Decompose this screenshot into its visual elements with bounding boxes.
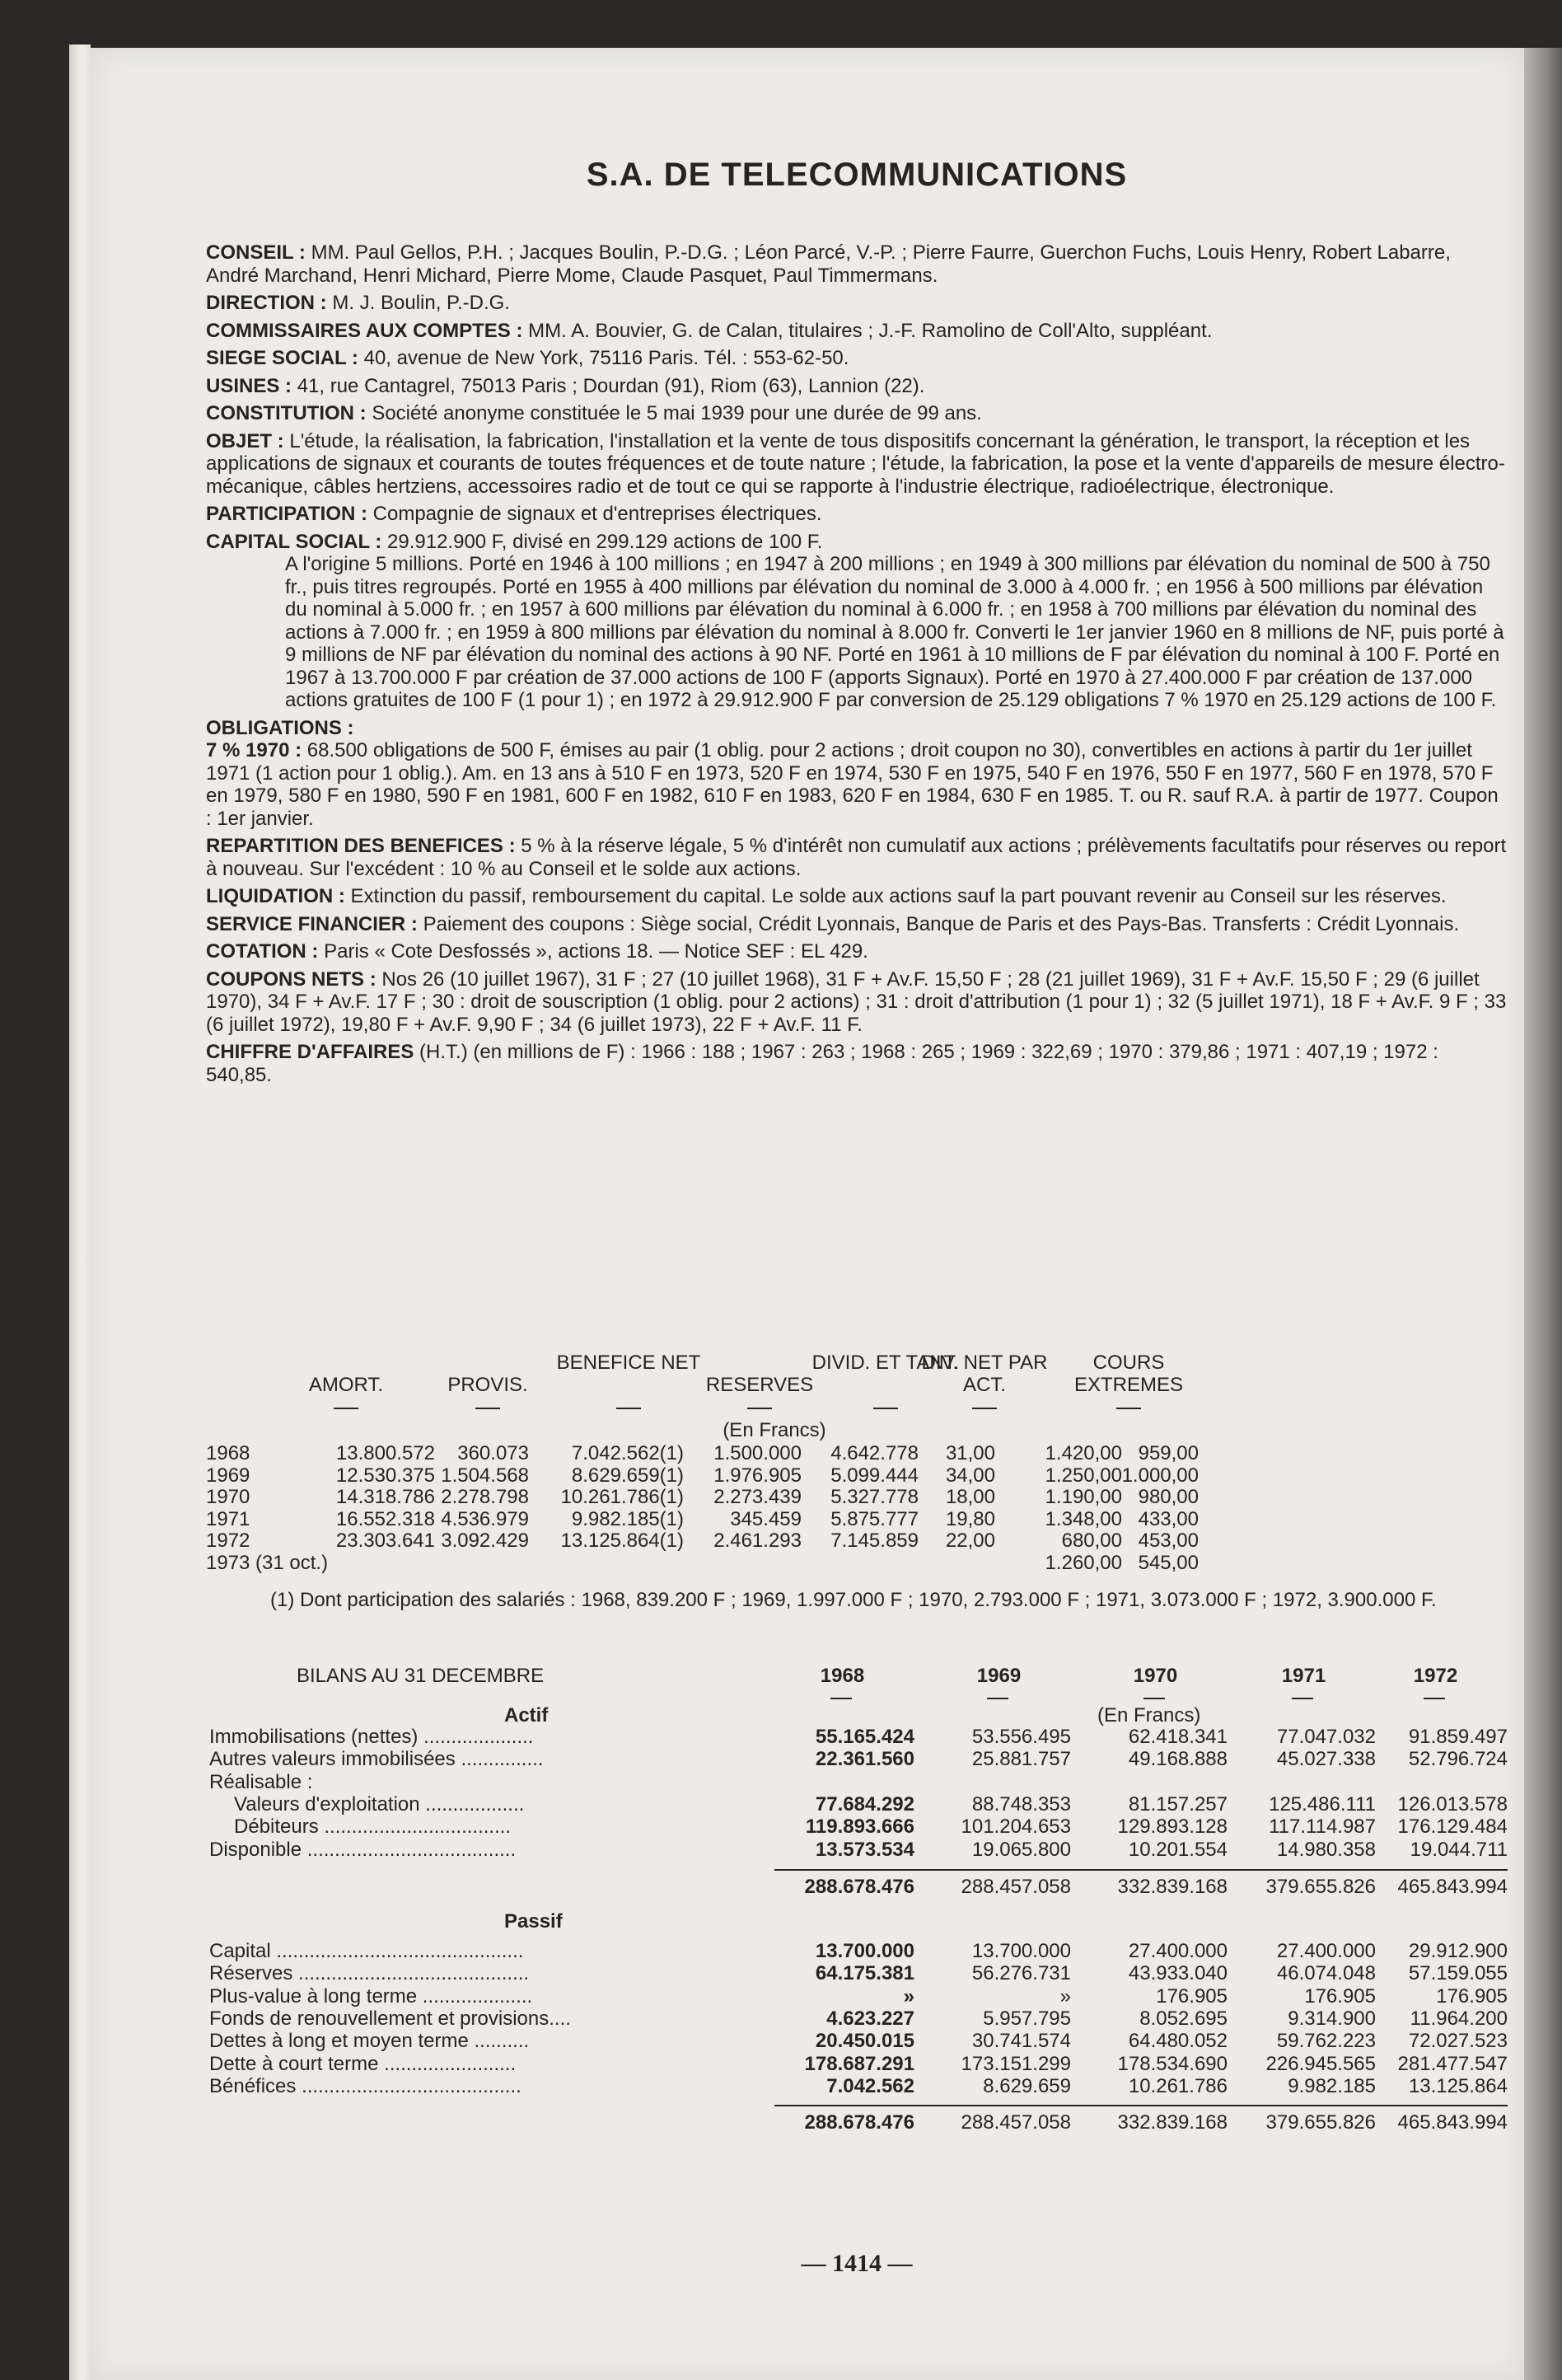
entry-text: (H.T.) (en millions de F) : 1966 : 188 ; 1967 : 263 ; 1968 : 265 ; 1969 : 322,69 ; 1970 : 379,86 ; 1971 : 407,19 ; 1972 : 540,85. [206,1041,1438,1086]
entries-entry [206,375,1508,398]
header-dash [972,1408,997,1409]
balance-value: 20.450.015 [815,2030,914,2053]
balance-year: 1968 [820,1665,865,1687]
balance-passif-label: Bénéfices ........................................ [209,2074,521,2097]
entry-text: M. J. Boulin, P.-D.G. [332,292,510,314]
results-cell: 433,00 [1138,1507,1199,1530]
balance-value: 176.129.484 [1397,1815,1508,1839]
results-cell: 2.273.439 [713,1486,802,1508]
results-cell: 2.278.798 [441,1486,529,1508]
balance-value: 7.042.562 [826,2074,914,2097]
entry-label: CHIFFRE D'AFFAIRES [206,1041,414,1063]
results-cell: 5.875.777 [830,1507,919,1530]
balance-value: 119.893.666 [805,1815,914,1839]
balance-value: 126.013.578 [1397,1792,1508,1815]
results-cell: 9.982.185(1) [571,1507,684,1530]
company-title: S.A. DE TELECOMMUNICATIONS [586,157,1128,193]
balance-value: 176.905 [1304,1984,1376,2008]
page-edge [1524,48,1562,2380]
balance-value: 62.418.341 [1128,1726,1228,1748]
passif-total: 288.457.058 [961,2111,1071,2134]
entry-text: 41, rue Cantagrel, 75013 Paris ; Dourdan (91), Riom (63), Lannion (22). [297,374,925,397]
results-header: COURS EXTREMES [1073,1352,1184,1396]
entry-label: OBJET : [206,429,284,452]
entry-label: SIEGE SOCIAL : [206,347,358,369]
results-cell: 8.629.659(1) [571,1464,684,1487]
results-cell: 1.420,00 [1045,1442,1122,1464]
balance-passif-label: Dette à court terme ........................ [209,2052,517,2075]
results-year: 1968 [206,1442,250,1464]
balance-value: 226.945.565 [1265,2052,1376,2075]
page-number: — 1414 — [801,2250,913,2277]
results-cell: 16.552.318 [335,1507,435,1530]
balance-value: 13.573.534 [815,1838,914,1861]
results-cell: 2.461.293 [713,1530,802,1552]
balance-value: 173.151.299 [961,2052,1071,2075]
balance-value: 176.905 [1436,1984,1508,2008]
entry-label: LIQUIDATION : [206,885,345,907]
results-row [206,1552,1508,1574]
results-row [206,1442,1508,1464]
header-dash [475,1408,500,1409]
balance-value: 178.687.291 [804,2052,914,2075]
balance-value: 117.114.987 [1269,1815,1376,1839]
header-dash [334,1408,358,1409]
balance-value: 57.159.055 [1408,1962,1508,1985]
balance-passif-label: Dettes à long et moyen terme .......... [209,2030,530,2053]
results-cell: 7.145.859 [830,1530,919,1552]
passif-total: 332.839.168 [1117,2111,1228,2134]
entries2-entry [206,940,1508,963]
balance-value: 22.361.560 [815,1748,914,1771]
results-table [206,1352,1508,1607]
results-cell: 31,00 [945,1442,995,1464]
results-year: 1972 [206,1530,250,1552]
results-row [206,1530,1508,1552]
passif-total: 465.843.994 [1397,2111,1508,2134]
entries2-entry [206,835,1508,880]
year-dash [1143,1698,1165,1699]
balance-value: 10.261.786 [1128,2074,1228,2097]
results-year: 1969 [206,1464,250,1487]
results-cell: 1.260,00 [1045,1551,1122,1574]
balance-value: 49.168.888 [1128,1748,1228,1771]
results-cell: 1.000,00 [1121,1464,1199,1487]
balance-value: 5.957.795 [983,2007,1071,2030]
passif-label: Passif [504,1910,563,1933]
results-cell: 4.642.778 [830,1442,919,1464]
balance-value: 19.044.711 [1410,1838,1508,1861]
balance-value: 81.157.257 [1128,1792,1228,1815]
results-cell: 4.536.979 [441,1507,529,1530]
results-cell: 980,00 [1138,1486,1199,1508]
entries-entry [206,503,1508,526]
entry-text: Paiement des coupons : Siège social, Crédit Lyonnais, Banque de Paris et des Pays-Bas. Transferts : Crédit Lyonnais. [423,912,1460,935]
balance-value: 64.480.052 [1128,2030,1228,2053]
balance-actif-label: Valeurs d'exploitation .................. [234,1792,525,1815]
actif-total: 465.843.994 [1397,1876,1508,1898]
results-header: RESERVES [705,1374,814,1396]
entries-top [206,241,1508,712]
entry-text: Société anonyme constituée le 5 mai 1939 pour une durée de 99 ans. [372,402,982,424]
entries-entry [206,347,1508,370]
balance-title: BILANS AU 31 DECEMBRE [297,1665,545,1687]
results-unit: (En Francs) [723,1419,826,1441]
results-header: AMORT. [308,1374,384,1396]
balance-passif-label: Fonds de renouvellement et provisions.... [209,2007,571,2030]
results-cell: 13.800.572 [335,1442,435,1464]
obligations-label: OBLIGATIONS : [206,716,354,739]
results-row [206,1486,1508,1508]
balance-value: 19.065.800 [971,1838,1071,1861]
obligations-sub: 7 % 1970 : [206,739,302,761]
balance-value: » [903,1984,914,2008]
results-cell: 1.250,00 [1045,1464,1122,1487]
entry-text: Extinction du passif, remboursement du capital. Le solde aux actions sauf la part pouvant revenir au Conseil sur les réserves. [350,885,1447,907]
results-cell: 19,80 [945,1507,995,1530]
obligations-entry [206,717,1508,831]
entries-entry [206,402,1508,425]
balance-value: 91.859.497 [1408,1726,1508,1748]
balance-value: 56.276.731 [971,1962,1071,1985]
balance-value: 46.074.048 [1276,1962,1376,1985]
balance-year: 1969 [976,1665,1022,1687]
entry-text: L'étude, la réalisation, la fabrication, l'installation et la vente de tous dispositifs concernant la génération, le transport, la réception et les applications de signaux et courants de toutes fréquences et de toute nature ; l'étude, la fabrication, la pose et la vente d'appareils de mesure électro-mécanique, câbles hertziens, accessoires radio et de tout ce qui se rapporte à l'industrie électrique, radioélectrique, électronique. [206,429,1505,498]
year-dash [1424,1698,1445,1699]
balance-year: 1971 [1281,1665,1326,1687]
balance-value: 55.165.424 [815,1726,914,1748]
balance-value: 101.204.653 [961,1815,1071,1839]
entry-text: Nos 26 (10 juillet 1967), 31 F ; 27 (10 juillet 1968), 31 F + Av.F. 15,50 F ; 28 (21 juillet 1969), 31 F + Av.F. 15,50 F ; 29 (6 juillet 1970), 34 F + Av.F. 17 F ; 30 : droit de souscription (1 oblig. pour 2 actions) ; 31 : droit d'attribution (1 pour 1) ; 32 (5 juillet 1971), 18 F + Av.F. 9 F ; 33 (6 juillet 1972), 19,80 F + Av.F. 9,90 F ; 34 (6 juillet 1973), 22 F + Av.F. 11 F. [206,967,1507,1036]
balance-value: 9.982.185 [1288,2074,1376,2097]
balance-value: 72.027.523 [1408,2030,1508,2053]
balance-value: 11.964.200 [1410,2007,1508,2030]
results-cell: 34,00 [945,1464,995,1487]
balance-value: 77.047.032 [1276,1726,1376,1748]
balance-value: 27.400.000 [1276,1940,1376,1962]
results-cell: 23.303.641 [335,1530,435,1552]
results-year: 1971 [206,1507,250,1530]
book-spine [69,45,91,2380]
results-header: BENEFICE NET [556,1352,701,1374]
results-cell: 360.073 [457,1442,529,1464]
entries2-entry [206,913,1508,936]
year-dash [830,1698,852,1699]
results-year: 1970 [206,1486,250,1508]
entry-label: DIRECTION : [206,292,327,314]
balance-value: 129.893.128 [1117,1815,1228,1839]
actif-total: 288.457.058 [961,1876,1071,1898]
entry-extra: A l'origine 5 millions. Porté en 1946 à 100 millions ; en 1947 à 200 millions ; en 1949 à 300 millions par élévation du nominal de 500 à 750 fr., puis titres regroupés. Porté en 1955 à 400 millions par élévation du nominal de 3.000 à 4.000 fr. ; en 1956 à 500 millions par élévation du nominal à 5.000 fr. ; en 1957 à 600 millions par élévation du nominal à 6.000 fr. ; en 1958 à 700 millions par élévation du nominal des actions à 7.000 fr. ; en 1959 à 800 millions par élévation du nominal à 8.000 fr. Converti le 1er janvier 1960 en 8 millions de NF, puis porté à 9 millions de NF par élévation du nominal des actions à 90 NF. Porté en 1961 à 10 millions de F par élévation du nominal à 100 F. Porté en 1967 à 13.700.000 F par création de 37.000 actions de 100 F (apports Signaux). Porté en 1970 à 27.400.000 F par création de 137.000 actions gratuites de 100 F (1 pour 1) ; en 1972 à 29.912.900 F par conversion de 25.129 obligations 7 % 1970 en 25.129 actions de 100 F. [285,553,1504,711]
balance-value: 4.623.227 [826,2007,914,2030]
actif-label: Actif [504,1704,549,1726]
balance-value: 59.762.223 [1276,2030,1376,2053]
balance-actif-label: Immobilisations (nettes) .................... [209,1726,534,1748]
entry-text: 5 % à la réserve légale, 5 % d'intérêt non cumulatif aux actions ; prélèvements facultatifs pour réserves ou report à nouveau. Sur l'excédent : 10 % au Conseil et le solde aux actions. [206,835,1507,880]
balance-value: 13.700.000 [971,1940,1071,1962]
actif-total-rule [774,1869,1508,1871]
entry-text: 40, avenue de New York, 75116 Paris. Tél. : 553-62-50. [363,347,849,369]
balance-value: 178.534.690 [1117,2052,1228,2075]
balance-value: 176.905 [1156,1984,1228,2008]
entries2-entry [206,968,1508,1037]
entry-label: CONSEIL : [206,241,306,264]
results-cell: 1.500.000 [713,1442,802,1464]
results-cell: 5.327.778 [830,1486,919,1508]
actif-total: 379.655.826 [1265,1876,1376,1898]
balance-value: 14.980.358 [1276,1838,1376,1861]
results-cell: 1.976.905 [713,1464,802,1487]
balance-value: 8.629.659 [983,2074,1071,2097]
balance-unit: (En Francs) [1097,1704,1201,1726]
entries-bottom [206,835,1508,1086]
balance-sheet [206,1665,1508,2307]
balance-value: 30.741.574 [971,2030,1071,2053]
entry-label: REPARTITION DES BENEFICES : [206,835,516,857]
results-footnote: (1) Dont participation des salariés : 1968, 839.200 F ; 1969, 1.997.000 F ; 1970, 2.793.000 F ; 1971, 3.073.000 F ; 1972, 3.900.000 F. [270,1589,1437,1611]
actif-total: 332.839.168 [1117,1876,1228,1898]
entry-text: Compagnie de signaux et d'entreprises électriques. [372,503,822,525]
results-header: PROVIS. [447,1374,528,1396]
balance-value: 281.477.547 [1397,2052,1508,2075]
page-content [206,157,1508,2277]
entry-label: COMMISSAIRES AUX COMPTES : [206,319,523,342]
results-cell: 345.459 [730,1507,802,1530]
results-cell: 1.348,00 [1045,1507,1122,1530]
results-cell: 14.318.786 [335,1486,435,1508]
entries-entry [206,430,1508,499]
results-cell: 959,00 [1138,1442,1199,1464]
header-dash [1116,1408,1141,1409]
header-dash [873,1408,898,1409]
header-dash [747,1408,772,1409]
entry-label: CAPITAL SOCIAL : [206,530,382,553]
balance-value: 88.748.353 [971,1792,1071,1815]
results-cell: 3.092.429 [441,1530,529,1552]
actif-total: 288.678.476 [804,1876,914,1898]
results-cell: 453,00 [1138,1530,1199,1552]
balance-value: 13.700.000 [815,1940,914,1962]
balance-value: 8.052.695 [1139,2007,1228,2030]
entries-entry [206,292,1508,315]
balance-value: 25.881.757 [971,1748,1071,1771]
results-row [206,1464,1508,1487]
entry-text: MM. Paul Gellos, P.H. ; Jacques Boulin, P.-D.G. ; Léon Parcé, V.-P. ; Pierre Faurre, Guerchon Fuchs, Louis Henry, Robert Labarre, André Marchand, Henri Michard, Pierre Mome, Claude Pasquet, Paul Timmermans. [206,241,1451,287]
header-dash [616,1408,641,1409]
balance-passif-label: Capital ............................................. [209,1940,524,1962]
entries2-entry [206,885,1508,908]
balance-value: 9.314.900 [1288,2007,1376,2030]
results-cell: 1.190,00 [1045,1486,1122,1508]
entries-entry [206,241,1508,287]
balance-value: 29.912.900 [1408,1940,1508,1962]
results-cell: 22,00 [945,1530,995,1552]
year-dash [1292,1698,1313,1699]
balance-value: 125.486.111 [1269,1792,1376,1815]
passif-total: 379.655.826 [1265,2111,1376,2134]
results-cell: 545,00 [1138,1551,1199,1574]
results-cell: 1.504.568 [441,1464,529,1487]
balance-value: 52.796.724 [1408,1748,1508,1771]
results-cell: 10.261.786(1) [560,1486,684,1508]
balance-actif-label: Disponible ...................................... [209,1838,517,1861]
entry-text: 29.912.900 F, divisé en 299.129 actions de 100 F. [387,530,823,553]
entry-label: USINES : [206,374,292,397]
results-cell: 7.042.562(1) [571,1442,684,1464]
results-header: DIV. NET PAR ACT. [921,1352,1048,1396]
entry-label: COUPONS NETS : [206,967,376,991]
entries-entry [206,531,1508,712]
balance-value: 43.933.040 [1128,1962,1228,1985]
year-dash [987,1698,1008,1699]
entry-text: MM. A. Bouvier, G. de Calan, titulaires ; J.-F. Ramolino de Coll'Alto, suppléant. [528,319,1213,342]
entry-label: CONSTITUTION : [206,402,367,424]
balance-passif-label: Plus-value à long terme .................... [209,1984,533,2008]
obligations-text: 68.500 obligations de 500 F, émises au pair (1 oblig. pour 2 actions ; droit coupon no 30), convertibles en actions à partir du 1er juillet 1971 (1 action pour 1 oblig.). Am. en 13 ans à 510 F en 1973, 520 F en 1974, 530 F en 1975, 540 F en 1976, 550 F en 1977, 560 F en 1978, 570 F en 1979, 580 F en 1980, 590 F en 1981, 600 F en 1982, 610 F en 1983, 620 F en 1984, 630 F en 1985. T. ou R. sauf R.A. à partir de 1977. Coupon : 1er janvier. [206,739,1499,830]
balance-value: » [1059,1984,1071,2008]
balance-value: 64.175.381 [815,1962,914,1985]
passif-total: 288.678.476 [804,2111,914,2134]
balance-value: 45.027.338 [1276,1748,1376,1771]
passif-total-rule [774,2105,1508,2106]
balance-year: 1972 [1413,1665,1458,1687]
results-year: 1973 (31 oct.) [206,1551,329,1574]
entry-text: Paris « Cote Desfossés », actions 18. — Notice SEF : EL 429. [324,940,868,963]
balance-value: 13.125.864 [1408,2074,1508,2097]
entries-entry [206,320,1508,343]
results-cell: 12.530.375 [335,1464,435,1487]
results-header: DIVID. ET TANT. [811,1352,960,1374]
results-row [206,1508,1508,1530]
balance-value: 10.201.554 [1128,1838,1228,1861]
entry-label: PARTICIPATION : [206,503,367,525]
balance-actif-label: Réalisable : [209,1770,313,1793]
entry-label: COTATION : [206,940,319,963]
balance-value: 27.400.000 [1128,1940,1228,1962]
balance-passif-label: Réserves .......................................... [209,1962,530,1985]
results-cell: 5.099.444 [830,1464,919,1487]
balance-value: 77.684.292 [815,1792,914,1815]
balance-value: 53.556.495 [971,1726,1071,1748]
results-cell: 13.125.864(1) [560,1530,684,1552]
entry-label: SERVICE FINANCIER : [206,912,418,935]
results-cell: 680,00 [1061,1530,1122,1552]
balance-actif-label: Autres valeurs immobilisées ............... [209,1748,544,1771]
entries2-entry [206,1041,1508,1086]
balance-year: 1970 [1133,1665,1178,1687]
balance-actif-label: Débiteurs .................................. [234,1815,512,1839]
results-cell: 18,00 [945,1486,995,1508]
